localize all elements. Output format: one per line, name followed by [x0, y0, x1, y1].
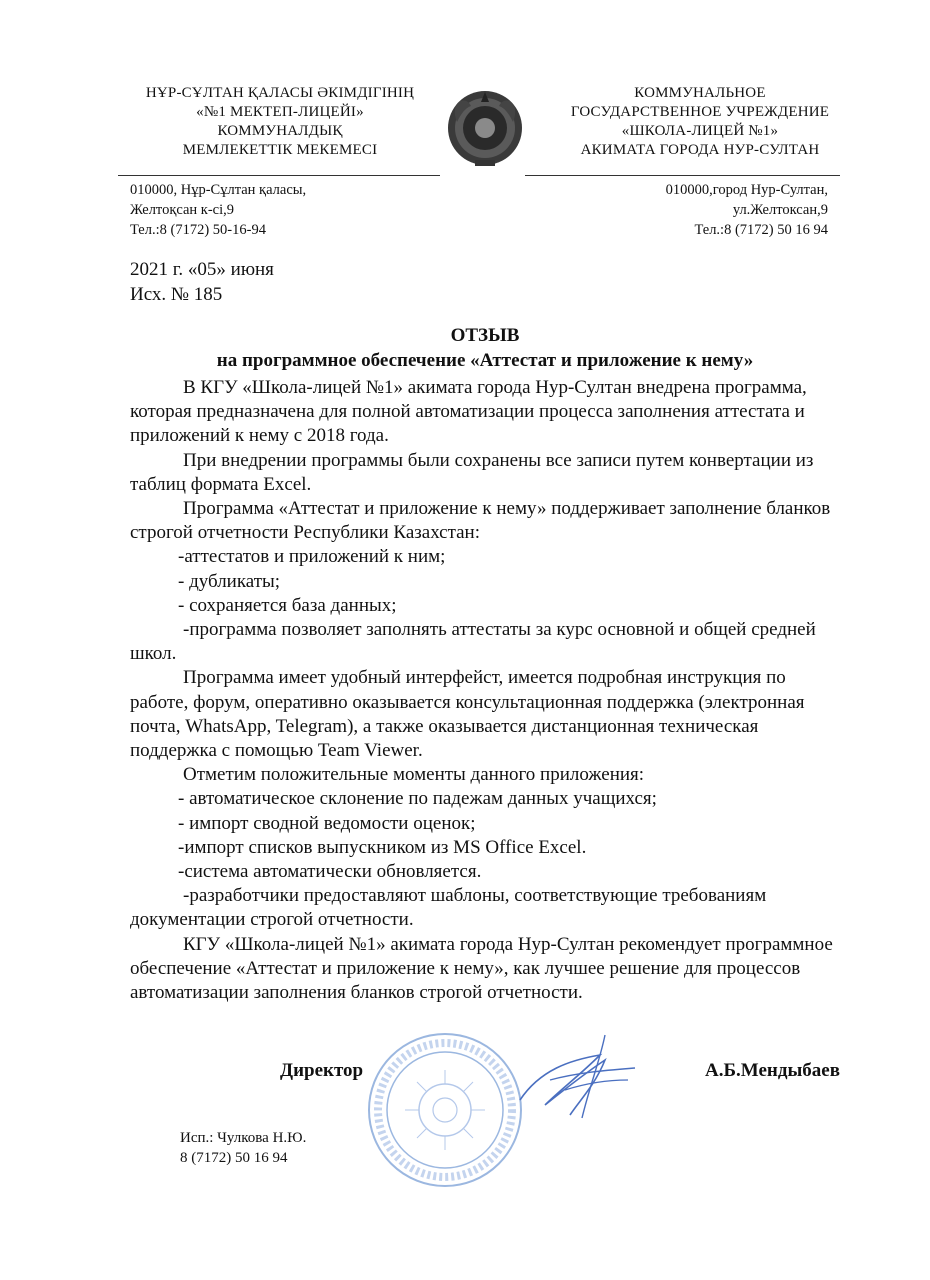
- left-address-line-3: Тел.:8 (7172) 50-16-94: [130, 222, 266, 238]
- paragraph-3: Программа «Аттестат и приложение к нему» поддерживает заполнение бланков строгой отчетности Республики Казахстан:: [130, 498, 831, 544]
- paragraph-8: КГУ «Школа-лицей №1» акимата города Нур-Султан рекомендует программное обеспечение «Аттестат и приложение к нему», как лучшее решение для процессов автоматизации заполнения бланков строгой отчетности.: [130, 933, 833, 1004]
- header-right-line-3: «ШКОЛА-ЛИЦЕЙ №1»: [621, 123, 779, 139]
- header-left-line-3: КОММУНАЛДЫҚ: [217, 123, 343, 139]
- list-item: - сохраняется база данных;: [178, 594, 397, 616]
- right-address-line-2: ул.Желтоксан,9: [732, 202, 828, 218]
- document-subtitle: на программное обеспечение «Аттестат и приложение к нему»: [216, 350, 754, 371]
- executor-name: Исп.: Чулкова Н.Ю.: [180, 1130, 307, 1146]
- paragraph-5: Программа имеет удобный интерфейст, имеется подробная инструкция по работе, форум, оперативно оказывается консультационная поддержка (электронная почта, WhatsApp, Telegram), а также оказывается дистанционная техническая поддержка с помощью Team Viewer.: [130, 667, 805, 762]
- document-meta: [130, 257, 274, 307]
- paragraph-4: -программа позволяет заполнять аттестаты за курс основной и общей средней школ.: [130, 619, 816, 665]
- left-address: [130, 180, 306, 240]
- header-left-divider: [118, 175, 440, 176]
- list-item: -система автоматически обновляется.: [178, 861, 482, 883]
- header-right-line-2: ГОСУДАРСТВЕННОЕ УЧРЕЖДЕНИЕ: [570, 104, 830, 120]
- round-seal-icon: [365, 1030, 525, 1190]
- right-address-line-3: Тел.:8 (7172) 50 16 94: [694, 222, 828, 238]
- left-address-line-2: Желтоқсан к-сі,9: [130, 202, 235, 218]
- kazakhstan-state-emblem-icon: [445, 82, 525, 170]
- document-body: [130, 376, 840, 1005]
- signatory-name: А.Б.Мендыбаев: [705, 1060, 840, 1081]
- header-left-org: [110, 84, 450, 160]
- paragraph-1: В КГУ «Школа-лицей №1» акимата города Нур-Султан внедрена программа, которая предназначена для полной автоматизации процесса заполнения аттестата и приложений к нему с 2018 года.: [130, 377, 807, 447]
- signatory-position: Директор: [280, 1060, 364, 1081]
- list-item: -аттестатов и приложений к ним;: [178, 546, 446, 568]
- right-address: [666, 180, 828, 240]
- paragraph-2: При внедрении программы были сохранены все записи путем конвертации из таблиц формата Excel.: [130, 449, 814, 495]
- document-title: ОТЗЫВ: [450, 325, 520, 346]
- header-right-line-1: КОММУНАЛЬНОЕ: [634, 85, 766, 101]
- paragraph-6: Отметим положительные моменты данного приложения:: [183, 764, 645, 786]
- list-item: -импорт списков выпускником из MS Office Excel.: [178, 836, 587, 858]
- header-left-line-4: МЕМЛЕКЕТТІК МЕКЕМЕСІ: [182, 142, 378, 158]
- executor-phone: 8 (7172) 50 16 94: [180, 1150, 288, 1166]
- list-item: - импорт сводной ведомости оценок;: [178, 812, 476, 834]
- list-item: - дубликаты;: [178, 570, 281, 592]
- header-right-org: [540, 84, 860, 160]
- executor-block: [180, 1128, 306, 1168]
- header-right-line-4: АКИМАТА ГОРОДА НУР-СУЛТАН: [580, 142, 820, 158]
- paragraph-7: -разработчики предоставляют шаблоны, соответствующие требованиям документации строгой отчетности.: [130, 885, 767, 931]
- handwritten-signature-icon: [510, 1030, 640, 1125]
- header-left-line-1: НҰР-СҰЛТАН ҚАЛАСЫ ӘКІМДІГІНІҢ: [145, 85, 415, 101]
- outgoing-number: Исх. № 185: [130, 284, 223, 305]
- document-date: 2021 г. «05» июня: [130, 259, 274, 280]
- right-address-line-1: 010000,город Нур-Султан,: [665, 182, 828, 198]
- header-right-divider: [525, 175, 840, 176]
- header-left-line-2: «№1 МЕКТЕП-ЛИЦЕЙІ»: [196, 104, 364, 120]
- left-address-line-1: 010000, Нұр-Сұлтан қаласы,: [130, 182, 307, 198]
- list-item: - автоматическое склонение по падежам данных учащихся;: [178, 788, 657, 810]
